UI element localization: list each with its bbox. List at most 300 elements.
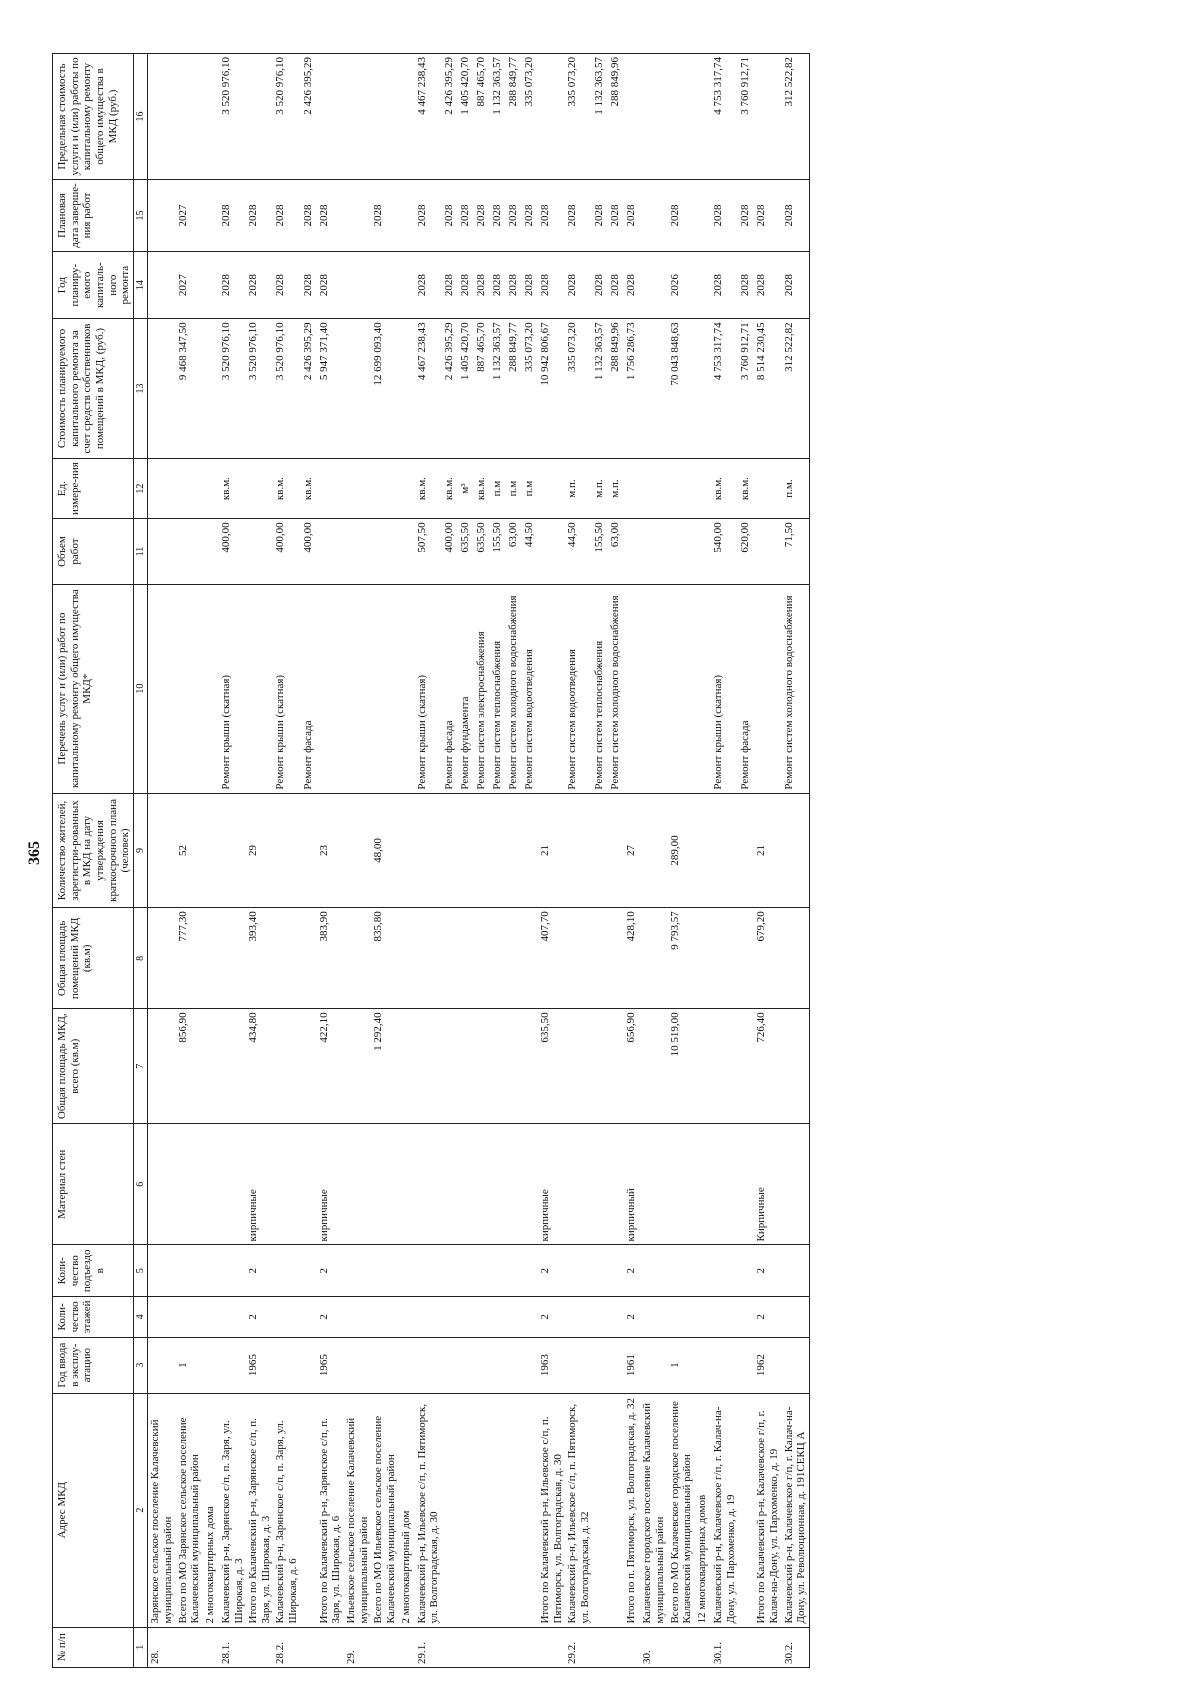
floors-cell bbox=[176, 1297, 203, 1337]
table-row bbox=[506, 54, 522, 1668]
floors-cell: 2 bbox=[538, 1297, 565, 1337]
unit-cell: кв.м. bbox=[219, 458, 246, 519]
max-cost-cell: 887 465,70 bbox=[474, 54, 490, 180]
table-row bbox=[711, 54, 738, 1668]
address-cell: Калачевский р-н, Калачевское г/п, г. Калач-на-Дону, ул. Революционная, д. 191СЕКЦ А bbox=[782, 1393, 810, 1627]
premises-area-cell: 428,10 bbox=[624, 908, 640, 1009]
unit-cell: кв.м. bbox=[301, 458, 317, 519]
year-built-cell bbox=[640, 1337, 667, 1393]
column-number: 16 bbox=[133, 54, 148, 180]
total-area-cell bbox=[522, 1009, 538, 1124]
work-type-cell: Ремонт крыши (скатная) bbox=[273, 584, 300, 793]
total-area-cell bbox=[219, 1009, 246, 1124]
max-cost-cell: 2 426 395,29 bbox=[301, 54, 317, 180]
entrances-cell bbox=[608, 1245, 624, 1297]
entrances-cell bbox=[273, 1245, 300, 1297]
repair-year-cell: 2028 bbox=[538, 251, 565, 318]
work-type-cell bbox=[203, 584, 219, 793]
wall-material-cell bbox=[399, 1124, 415, 1245]
completion-date-cell: 2028 bbox=[371, 180, 398, 252]
cost-cell: 1 405 420,70 bbox=[458, 319, 474, 458]
table-row bbox=[538, 54, 565, 1668]
premises-area-cell bbox=[782, 908, 810, 1009]
repair-year-cell bbox=[148, 251, 176, 318]
header-cell: Объем работ bbox=[53, 519, 134, 584]
year-built-cell bbox=[219, 1337, 246, 1393]
unit-cell bbox=[176, 458, 203, 519]
work-volume-cell: 507,50 bbox=[415, 519, 442, 584]
cost-cell bbox=[399, 319, 415, 458]
cost-cell: 335 073,20 bbox=[565, 319, 592, 458]
entrances-cell bbox=[782, 1245, 810, 1297]
premises-area-cell bbox=[203, 908, 219, 1009]
residents-cell bbox=[442, 793, 458, 908]
premises-area-cell bbox=[301, 908, 317, 1009]
wall-material-cell bbox=[344, 1124, 371, 1245]
wall-material-cell bbox=[695, 1124, 711, 1245]
total-area-cell bbox=[592, 1009, 608, 1124]
work-type-cell bbox=[246, 584, 273, 793]
year-built-cell bbox=[592, 1337, 608, 1393]
header-cell: Общая площадь МКД, всего (кв.м) bbox=[53, 1009, 134, 1124]
row-number bbox=[668, 1627, 695, 1667]
work-volume-cell bbox=[538, 519, 565, 584]
residents-cell bbox=[344, 793, 371, 908]
work-type-cell bbox=[754, 584, 781, 793]
residents-cell bbox=[219, 793, 246, 908]
completion-date-cell: 2028 bbox=[317, 180, 344, 252]
residents-cell bbox=[203, 793, 219, 908]
work-type-cell: Ремонт систем холодного водоснабжения bbox=[608, 584, 624, 793]
wall-material-cell: кирпичные bbox=[246, 1124, 273, 1245]
floors-cell bbox=[565, 1297, 592, 1337]
residents-cell bbox=[273, 793, 300, 908]
unit-cell bbox=[203, 458, 219, 519]
residents-cell bbox=[506, 793, 522, 908]
max-cost-cell: 288 849,77 bbox=[506, 54, 522, 180]
row-number bbox=[317, 1627, 344, 1667]
cost-cell: 3 760 912,71 bbox=[738, 319, 754, 458]
total-area-cell: 1 292,40 bbox=[371, 1009, 398, 1124]
work-type-cell: Ремонт крыши (скатная) bbox=[711, 584, 738, 793]
entrances-cell: 2 bbox=[754, 1245, 781, 1297]
address-cell bbox=[474, 1393, 490, 1627]
row-number: 30.1. bbox=[711, 1627, 738, 1667]
year-built-cell bbox=[738, 1337, 754, 1393]
wall-material-cell bbox=[148, 1124, 176, 1245]
completion-date-cell: 2028 bbox=[490, 180, 506, 252]
unit-cell: п.м bbox=[506, 458, 522, 519]
wall-material-cell bbox=[474, 1124, 490, 1245]
completion-date-cell: 2028 bbox=[538, 180, 565, 252]
table-row bbox=[317, 54, 344, 1668]
cost-cell: 4 753 317,74 bbox=[711, 319, 738, 458]
unit-cell: п.м bbox=[490, 458, 506, 519]
repair-year-cell: 2026 bbox=[668, 251, 695, 318]
completion-date-cell: 2028 bbox=[522, 180, 538, 252]
entrances-cell bbox=[490, 1245, 506, 1297]
work-volume-cell bbox=[176, 519, 203, 584]
year-built-cell bbox=[344, 1337, 371, 1393]
floors-cell bbox=[219, 1297, 246, 1337]
year-built-cell bbox=[522, 1337, 538, 1393]
max-cost-cell bbox=[344, 54, 371, 180]
residents-cell: 52 bbox=[176, 793, 203, 908]
cost-cell: 70 043 848,63 bbox=[668, 319, 695, 458]
year-built-cell bbox=[506, 1337, 522, 1393]
total-area-cell: 856,90 bbox=[176, 1009, 203, 1124]
wall-material-cell bbox=[490, 1124, 506, 1245]
row-number: 28.1. bbox=[219, 1627, 246, 1667]
cost-cell: 887 465,70 bbox=[474, 319, 490, 458]
completion-date-cell bbox=[640, 180, 667, 252]
entrances-cell bbox=[344, 1245, 371, 1297]
max-cost-cell bbox=[624, 54, 640, 180]
cost-cell: 335 073,20 bbox=[522, 319, 538, 458]
work-volume-cell: 400,00 bbox=[442, 519, 458, 584]
completion-date-cell bbox=[148, 180, 176, 252]
address-cell bbox=[592, 1393, 608, 1627]
unit-cell bbox=[538, 458, 565, 519]
unit-cell: кв.м. bbox=[474, 458, 490, 519]
table-row bbox=[592, 54, 608, 1668]
wall-material-cell bbox=[592, 1124, 608, 1245]
year-built-cell bbox=[490, 1337, 506, 1393]
work-volume-cell bbox=[399, 519, 415, 584]
work-type-cell bbox=[344, 584, 371, 793]
repair-year-cell: 2028 bbox=[565, 251, 592, 318]
floors-cell bbox=[782, 1297, 810, 1337]
unit-cell bbox=[668, 458, 695, 519]
address-cell: Калачевский р-н, Зарянское с/п, п. Заря, ул. Широкая, д. 6 bbox=[273, 1393, 300, 1627]
header-cell: № п/п bbox=[53, 1627, 134, 1667]
cost-cell: 2 426 395,29 bbox=[301, 319, 317, 458]
floors-cell bbox=[490, 1297, 506, 1337]
row-number: 30.2. bbox=[782, 1627, 810, 1667]
entrances-cell: 2 bbox=[317, 1245, 344, 1297]
wall-material-cell bbox=[782, 1124, 810, 1245]
cost-cell bbox=[640, 319, 667, 458]
table-row bbox=[219, 54, 246, 1668]
completion-date-cell: 2028 bbox=[782, 180, 810, 252]
completion-date-cell: 2028 bbox=[506, 180, 522, 252]
row-number bbox=[442, 1627, 458, 1667]
floors-cell bbox=[522, 1297, 538, 1337]
unit-cell: кв.м. bbox=[415, 458, 442, 519]
max-cost-cell bbox=[203, 54, 219, 180]
column-number: 15 bbox=[133, 180, 148, 252]
table-row bbox=[668, 54, 695, 1668]
address-cell: Зарянское сельское поселение Калачевский муниципальный район bbox=[148, 1393, 176, 1627]
total-area-cell bbox=[782, 1009, 810, 1124]
max-cost-cell: 312 522,82 bbox=[782, 54, 810, 180]
table-row bbox=[371, 54, 398, 1668]
header-cell: Предельная стоимость услуги и (или) работы по капитальному ремонту общего имущества в МКД (руб.) bbox=[53, 54, 134, 180]
wall-material-cell bbox=[565, 1124, 592, 1245]
residents-cell bbox=[738, 793, 754, 908]
row-number bbox=[754, 1627, 781, 1667]
address-cell: Ильевское сельское поселение Калачевский муниципальный район bbox=[344, 1393, 371, 1627]
table-row bbox=[176, 54, 203, 1668]
total-area-cell bbox=[273, 1009, 300, 1124]
cost-cell: 5 947 371,40 bbox=[317, 319, 344, 458]
column-number: 3 bbox=[133, 1337, 148, 1393]
repair-year-cell: 2028 bbox=[301, 251, 317, 318]
wall-material-cell bbox=[442, 1124, 458, 1245]
entrances-cell bbox=[301, 1245, 317, 1297]
cost-cell: 4 467 238,43 bbox=[415, 319, 442, 458]
max-cost-cell bbox=[695, 54, 711, 180]
residents-cell bbox=[148, 793, 176, 908]
row-number bbox=[738, 1627, 754, 1667]
total-area-cell bbox=[442, 1009, 458, 1124]
row-number bbox=[490, 1627, 506, 1667]
cost-cell: 2 426 395,29 bbox=[442, 319, 458, 458]
wall-material-cell: кирпичные bbox=[317, 1124, 344, 1245]
work-type-cell: Ремонт систем водоотведения bbox=[565, 584, 592, 793]
completion-date-cell: 2028 bbox=[219, 180, 246, 252]
completion-date-cell: 2028 bbox=[415, 180, 442, 252]
floors-cell bbox=[415, 1297, 442, 1337]
premises-area-cell bbox=[219, 908, 246, 1009]
table-row bbox=[754, 54, 781, 1668]
repair-year-cell: 2028 bbox=[219, 251, 246, 318]
wall-material-cell bbox=[738, 1124, 754, 1245]
residents-cell bbox=[301, 793, 317, 908]
repair-year-cell bbox=[371, 251, 398, 318]
address-cell: Калачевский р-н, Ильевское с/п, п. Пятиморск, ул. Волгоградская, д. 32 bbox=[565, 1393, 592, 1627]
floors-cell: 2 bbox=[317, 1297, 344, 1337]
repair-year-cell: 2028 bbox=[624, 251, 640, 318]
wall-material-cell: кирпичный bbox=[624, 1124, 640, 1245]
total-area-cell: 10 519,00 bbox=[668, 1009, 695, 1124]
completion-date-cell: 2028 bbox=[624, 180, 640, 252]
work-volume-cell bbox=[203, 519, 219, 584]
residents-cell bbox=[640, 793, 667, 908]
max-cost-cell: 288 849,96 bbox=[608, 54, 624, 180]
floors-cell bbox=[668, 1297, 695, 1337]
repair-year-cell: 2027 bbox=[176, 251, 203, 318]
header-cell: Коли-чество этажей bbox=[53, 1297, 134, 1337]
entrances-cell bbox=[399, 1245, 415, 1297]
column-number: 2 bbox=[133, 1393, 148, 1627]
address-cell: Всего по МО Калачевское городское поселение Калачевский муниципальный район bbox=[668, 1393, 695, 1627]
premises-area-cell: 393,40 bbox=[246, 908, 273, 1009]
entrances-cell bbox=[668, 1245, 695, 1297]
total-area-cell bbox=[458, 1009, 474, 1124]
row-number bbox=[371, 1627, 398, 1667]
repair-year-cell bbox=[695, 251, 711, 318]
floors-cell bbox=[640, 1297, 667, 1337]
column-number: 13 bbox=[133, 319, 148, 458]
header-cell: Плановая дата заверше-ния работ bbox=[53, 180, 134, 252]
wall-material-cell bbox=[176, 1124, 203, 1245]
residents-cell bbox=[399, 793, 415, 908]
column-number: 14 bbox=[133, 251, 148, 318]
unit-cell: кв.м. bbox=[273, 458, 300, 519]
unit-cell: м³ bbox=[458, 458, 474, 519]
residents-cell: 21 bbox=[754, 793, 781, 908]
unit-cell: м.п. bbox=[592, 458, 608, 519]
entrances-cell bbox=[148, 1245, 176, 1297]
work-type-cell bbox=[624, 584, 640, 793]
row-number bbox=[399, 1627, 415, 1667]
floors-cell bbox=[301, 1297, 317, 1337]
wall-material-cell: Кирпичные bbox=[754, 1124, 781, 1245]
year-built-cell bbox=[695, 1337, 711, 1393]
cost-cell bbox=[695, 319, 711, 458]
cost-cell: 10 942 806,67 bbox=[538, 319, 565, 458]
floors-cell bbox=[399, 1297, 415, 1337]
year-built-cell bbox=[474, 1337, 490, 1393]
document-page bbox=[22, 28, 1162, 1678]
entrances-cell bbox=[695, 1245, 711, 1297]
wall-material-cell bbox=[415, 1124, 442, 1245]
premises-area-cell bbox=[474, 908, 490, 1009]
address-cell: Всего по МО Зарянское сельское поселение Калачевский муниципальный район bbox=[176, 1393, 203, 1627]
column-number: 10 bbox=[133, 584, 148, 793]
premises-area-cell bbox=[415, 908, 442, 1009]
repair-year-cell bbox=[203, 251, 219, 318]
table-row bbox=[442, 54, 458, 1668]
residents-cell: 23 bbox=[317, 793, 344, 908]
unit-cell bbox=[640, 458, 667, 519]
work-type-cell bbox=[640, 584, 667, 793]
floors-cell bbox=[592, 1297, 608, 1337]
work-volume-cell bbox=[246, 519, 273, 584]
row-number: 29. bbox=[344, 1627, 371, 1667]
address-cell: 2 многоквартирных дома bbox=[203, 1393, 219, 1627]
work-type-cell bbox=[317, 584, 344, 793]
repair-year-cell: 2028 bbox=[592, 251, 608, 318]
wall-material-cell bbox=[273, 1124, 300, 1245]
residents-cell: 21 bbox=[538, 793, 565, 908]
total-area-cell: 726,40 bbox=[754, 1009, 781, 1124]
work-volume-cell bbox=[317, 519, 344, 584]
work-type-cell: Ремонт фасада bbox=[442, 584, 458, 793]
table-row bbox=[246, 54, 273, 1668]
row-number bbox=[301, 1627, 317, 1667]
completion-date-cell: 2028 bbox=[592, 180, 608, 252]
repair-year-cell: 2028 bbox=[442, 251, 458, 318]
repair-year-cell: 2028 bbox=[317, 251, 344, 318]
column-number: 12 bbox=[133, 458, 148, 519]
entrances-cell bbox=[442, 1245, 458, 1297]
max-cost-cell bbox=[246, 54, 273, 180]
premises-area-cell bbox=[711, 908, 738, 1009]
table-row bbox=[738, 54, 754, 1668]
table-row bbox=[273, 54, 300, 1668]
year-built-cell bbox=[565, 1337, 592, 1393]
max-cost-cell: 3 760 912,71 bbox=[738, 54, 754, 180]
address-cell bbox=[301, 1393, 317, 1627]
unit-cell bbox=[371, 458, 398, 519]
address-cell bbox=[608, 1393, 624, 1627]
row-number bbox=[176, 1627, 203, 1667]
total-area-cell bbox=[344, 1009, 371, 1124]
address-cell: Калачевский р-н, Калачевское г/п, г. Калач-на-Дону, ул. Пархоменко, д. 19 bbox=[711, 1393, 738, 1627]
wall-material-cell bbox=[668, 1124, 695, 1245]
premises-area-cell bbox=[458, 908, 474, 1009]
header-cell: Год ввода в эксплу-атацию bbox=[53, 1337, 134, 1393]
year-built-cell: 1 bbox=[668, 1337, 695, 1393]
table-body bbox=[148, 54, 810, 1668]
floors-cell bbox=[371, 1297, 398, 1337]
entrances-cell bbox=[522, 1245, 538, 1297]
cost-cell: 3 520 976,10 bbox=[273, 319, 300, 458]
row-number bbox=[592, 1627, 608, 1667]
year-built-cell bbox=[399, 1337, 415, 1393]
floors-cell: 2 bbox=[246, 1297, 273, 1337]
residents-cell bbox=[490, 793, 506, 908]
header-cell: Перечень услуг и (или) работ по капитальному ремонту общего имущества МКД* bbox=[53, 584, 134, 793]
work-volume-cell bbox=[668, 519, 695, 584]
max-cost-cell bbox=[371, 54, 398, 180]
completion-date-cell bbox=[203, 180, 219, 252]
address-cell: Калачевское городское поселение Калачевский муниципальный район bbox=[640, 1393, 667, 1627]
max-cost-cell: 2 426 395,29 bbox=[442, 54, 458, 180]
unit-cell bbox=[754, 458, 781, 519]
premises-area-cell bbox=[273, 908, 300, 1009]
max-cost-cell: 1 405 420,70 bbox=[458, 54, 474, 180]
residents-cell bbox=[592, 793, 608, 908]
repair-year-cell: 2028 bbox=[458, 251, 474, 318]
cost-cell bbox=[148, 319, 176, 458]
work-type-cell bbox=[668, 584, 695, 793]
floors-cell bbox=[738, 1297, 754, 1337]
wall-material-cell bbox=[458, 1124, 474, 1245]
wall-material-cell bbox=[640, 1124, 667, 1245]
cost-cell: 9 468 347,50 bbox=[176, 319, 203, 458]
floors-cell bbox=[442, 1297, 458, 1337]
work-volume-cell: 63,00 bbox=[506, 519, 522, 584]
unit-cell bbox=[399, 458, 415, 519]
premises-area-cell: 777,30 bbox=[176, 908, 203, 1009]
residents-cell bbox=[458, 793, 474, 908]
work-type-cell: Ремонт систем теплоснабжения bbox=[592, 584, 608, 793]
max-cost-cell: 1 132 363,57 bbox=[490, 54, 506, 180]
column-number: 6 bbox=[133, 1124, 148, 1245]
year-built-cell bbox=[442, 1337, 458, 1393]
address-cell: 2 многоквартирный дом bbox=[399, 1393, 415, 1627]
cost-cell: 1 132 363,57 bbox=[490, 319, 506, 458]
table-row bbox=[490, 54, 506, 1668]
entrances-cell bbox=[506, 1245, 522, 1297]
work-volume-cell: 620,00 bbox=[738, 519, 754, 584]
premises-area-cell bbox=[738, 908, 754, 1009]
year-built-cell: 1963 bbox=[538, 1337, 565, 1393]
max-cost-cell bbox=[317, 54, 344, 180]
address-cell: Всего по МО Ильевское сельское поселение Калачевский муниципальный район bbox=[371, 1393, 398, 1627]
work-type-cell bbox=[538, 584, 565, 793]
premises-area-cell bbox=[522, 908, 538, 1009]
cost-cell bbox=[203, 319, 219, 458]
work-type-cell: Ремонт фасада bbox=[301, 584, 317, 793]
total-area-cell bbox=[203, 1009, 219, 1124]
premises-area-cell bbox=[442, 908, 458, 1009]
year-built-cell bbox=[203, 1337, 219, 1393]
work-volume-cell: 44,50 bbox=[522, 519, 538, 584]
residents-cell: 27 bbox=[624, 793, 640, 908]
total-area-cell bbox=[640, 1009, 667, 1124]
floors-cell bbox=[458, 1297, 474, 1337]
total-area-cell bbox=[695, 1009, 711, 1124]
residents-cell bbox=[711, 793, 738, 908]
cost-cell: 1 132 363,57 bbox=[592, 319, 608, 458]
entrances-cell bbox=[458, 1245, 474, 1297]
work-volume-cell: 63,00 bbox=[608, 519, 624, 584]
table-row bbox=[399, 54, 415, 1668]
